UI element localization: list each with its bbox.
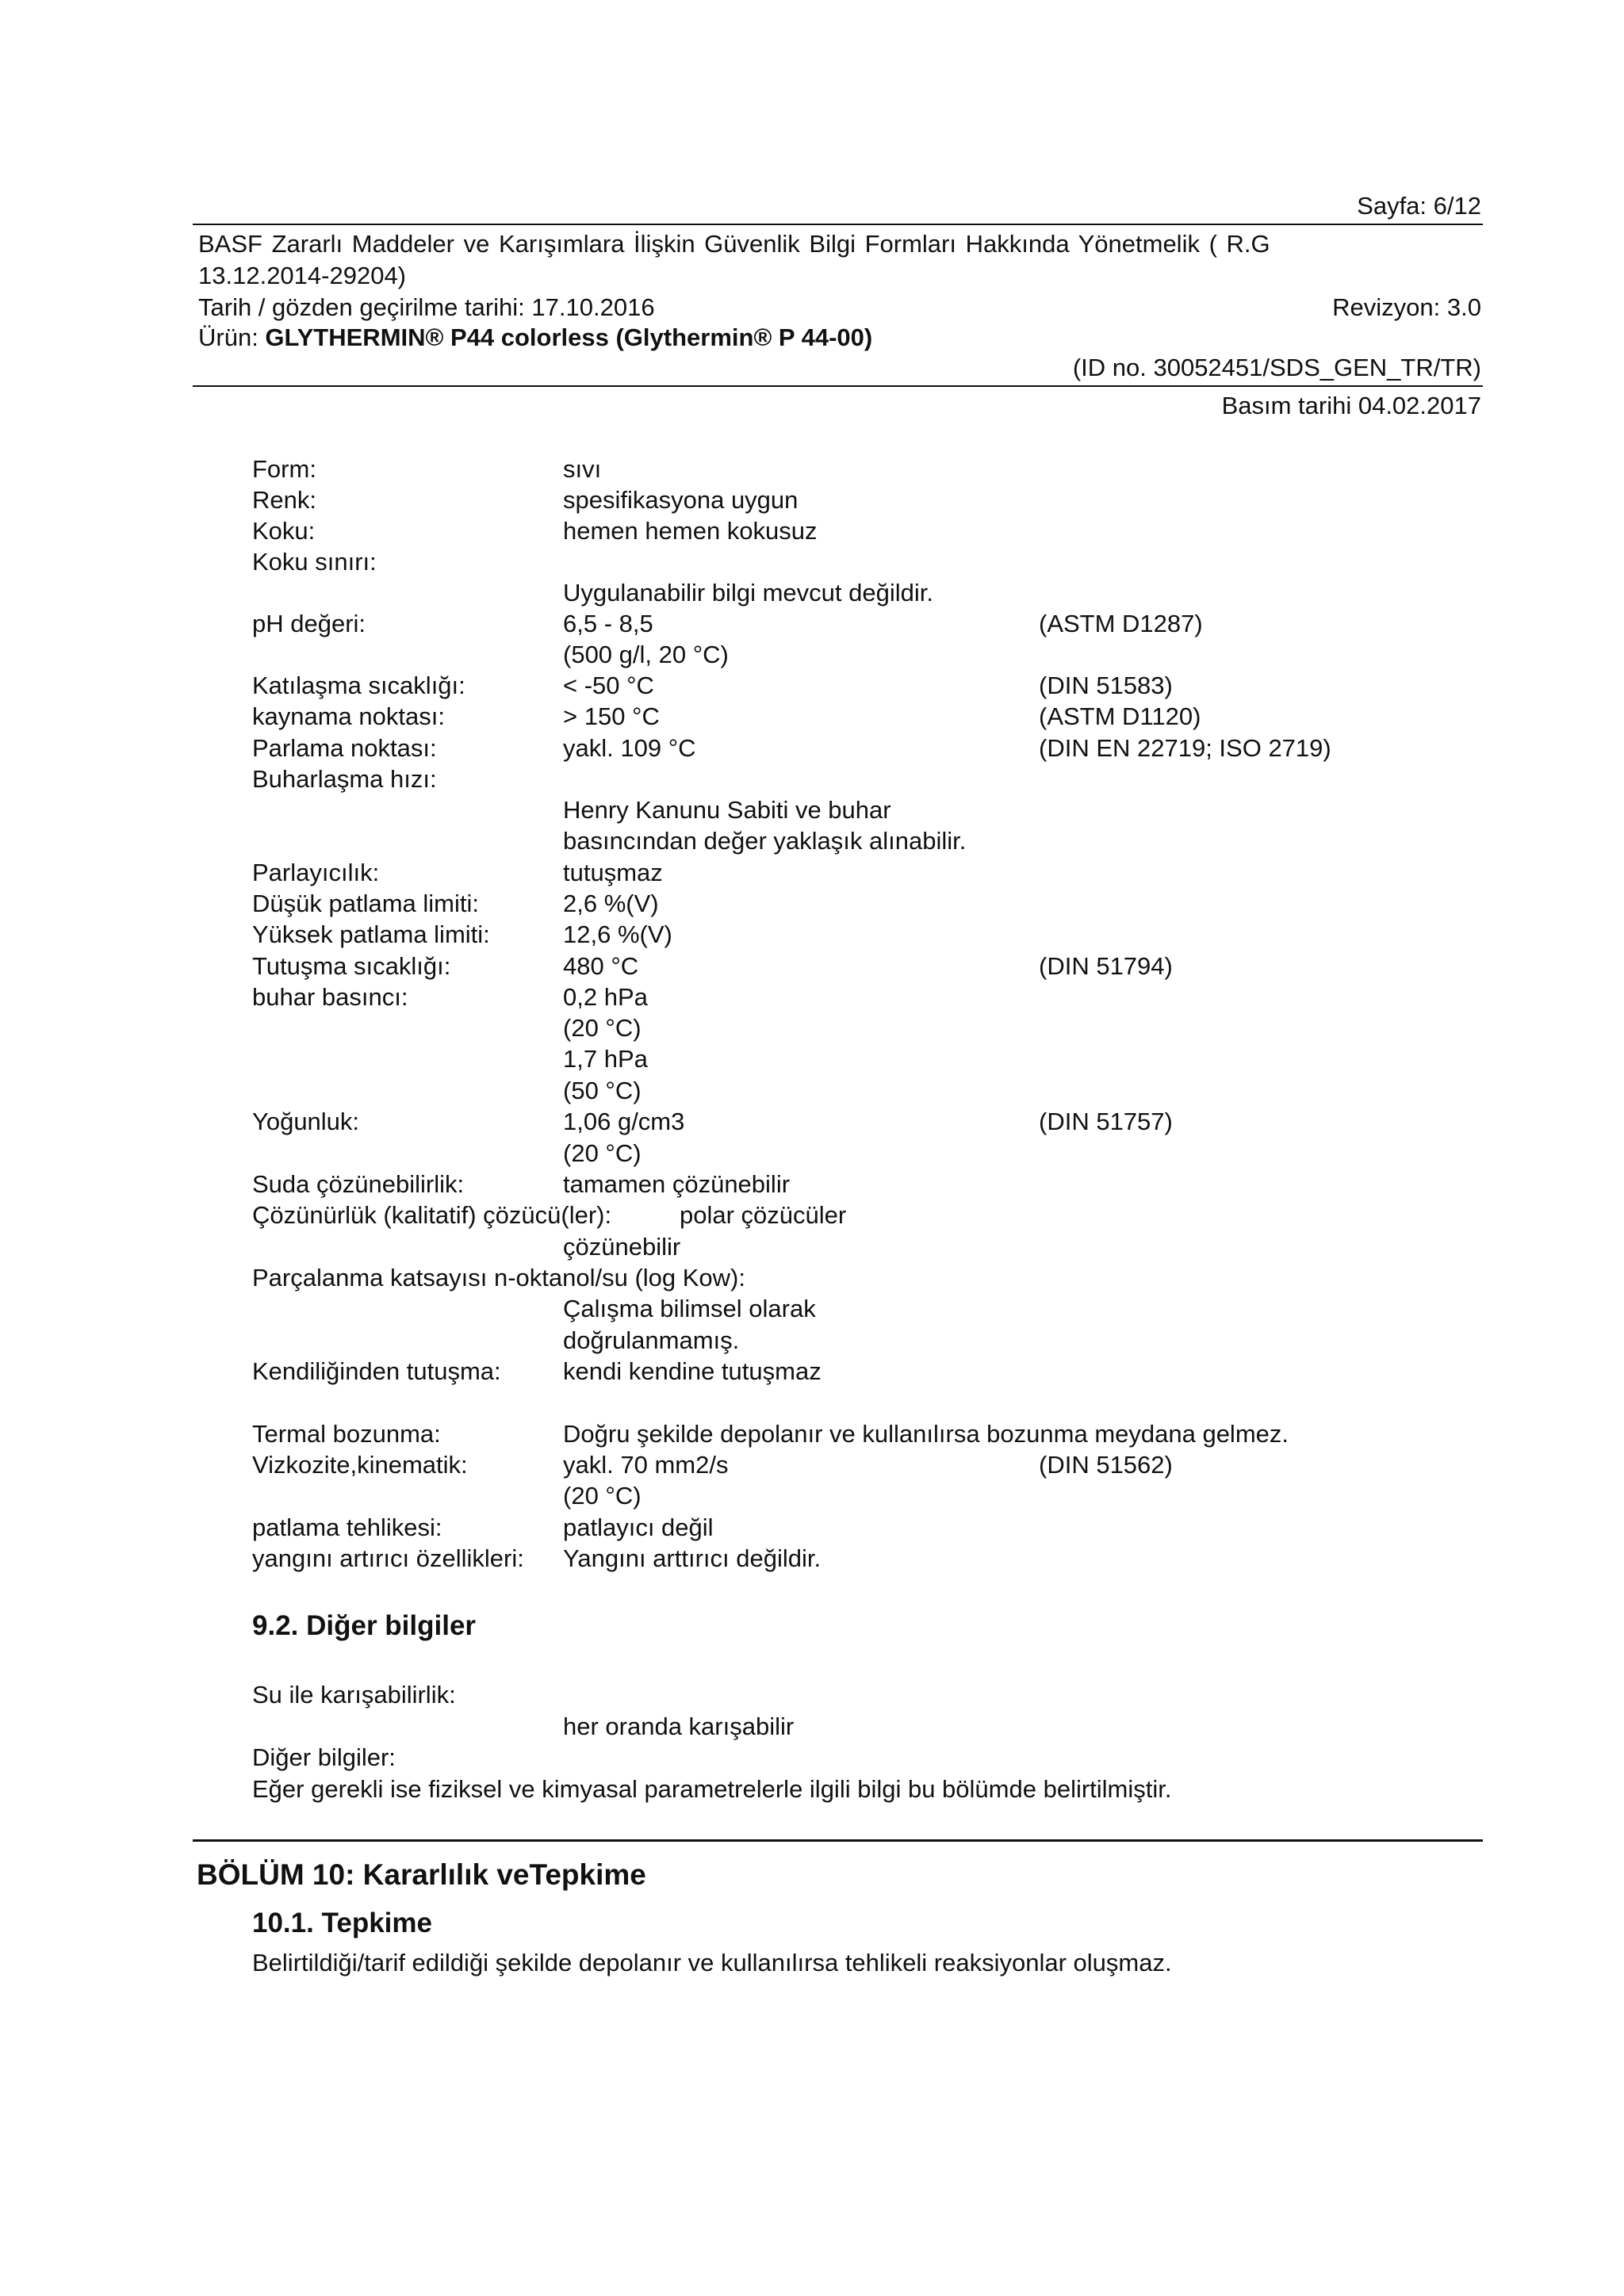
prop-method: (DIN EN 22719; ISO 2719) xyxy=(1039,734,1331,762)
prop-value: her oranda karışabilir xyxy=(563,1712,795,1740)
section-10-1-title: 10.1. Tepkime xyxy=(252,1908,432,1938)
prop-value: 6,5 - 8,5 xyxy=(563,610,653,637)
prop-label: Düşük patlama limiti: xyxy=(252,890,479,917)
id-number: (ID no. 30052451/SDS_GEN_TR/TR) xyxy=(1072,354,1481,381)
prop-value: patlayıcı değil xyxy=(563,1513,714,1541)
prop-value: < -50 °C xyxy=(563,672,654,699)
prop-value: 480 °C xyxy=(563,952,639,980)
prop-method: (DIN 51583) xyxy=(1039,672,1173,699)
prop-label: Termal bozunma: xyxy=(252,1420,441,1448)
prop-label: kaynama noktası: xyxy=(252,702,445,730)
product-name: GLYTHERMIN® P44 colorless (Glythermin® P 44-00) xyxy=(265,323,873,351)
prop-label: Suda çözünebilirlik: xyxy=(252,1170,465,1198)
prop-label: Buharlaşma hızı: xyxy=(252,765,437,793)
prop-label: Parlayıcılık: xyxy=(252,859,380,886)
prop-label: Kendiliğinden tutuşma: xyxy=(252,1357,501,1385)
prop-value: 0,2 hPa xyxy=(563,983,648,1011)
section-10-title: BÖLÜM 10: Kararlılık veTepkime xyxy=(197,1858,646,1891)
prop-label: Koku: xyxy=(252,517,316,545)
regulation-number: 13.12.2014-29204) xyxy=(198,262,407,289)
prop-value: sıvı xyxy=(563,455,602,483)
prop-condition: (50 °C) xyxy=(563,1077,642,1104)
prop-value: doğrulanmamış. xyxy=(563,1326,740,1354)
prop-label: Form: xyxy=(252,455,316,483)
section-rule xyxy=(193,1839,1483,1842)
regulation-title: BASF Zararlı Maddeler ve Karışımlara İlişkin Güvenlik Bilgi Formları Hakkında Yönetmelik ( R.G xyxy=(198,230,1270,258)
prop-label: yangını artırıcı özellikleri: xyxy=(252,1544,524,1572)
prop-value: tutuşmaz xyxy=(563,859,663,886)
prop-label: buhar basıncı: xyxy=(252,983,408,1011)
prop-condition: (20 °C) xyxy=(563,1014,642,1042)
product-line xyxy=(198,323,872,352)
prop-value: spesifikasyona uygun xyxy=(563,486,799,514)
prop-condition: (20 °C) xyxy=(563,1482,642,1510)
prop-value: 1,06 g/cm3 xyxy=(563,1108,685,1135)
prop-value: hemen hemen kokusuz xyxy=(563,517,818,545)
section-10-1-text: Belirtildiği/tarif edildiği şekilde depolanır ve kullanılırsa tehlikeli reaksiyonlar oluşmaz. xyxy=(252,1949,1172,1976)
prop-label: Yoğunluk: xyxy=(252,1108,360,1135)
prop-label: pH değeri: xyxy=(252,610,366,637)
prop-label: Koku sınırı: xyxy=(252,548,377,576)
prop-method: (DIN 51562) xyxy=(1039,1451,1173,1479)
prop-value: Yangını arttırıcı değildir. xyxy=(563,1544,822,1572)
prop-label: Parlama noktası: xyxy=(252,734,437,762)
prop-label: Diğer bilgiler: xyxy=(252,1743,396,1771)
header-rule-bottom xyxy=(193,385,1483,387)
prop-value: yakl. 70 mm2/s xyxy=(563,1451,729,1479)
page-number: Sayfa: 6/12 xyxy=(1357,192,1481,220)
prop-condition: (500 g/l, 20 °C) xyxy=(563,641,729,668)
prop-condition: (20 °C) xyxy=(563,1139,642,1167)
prop-value: 12,6 %(V) xyxy=(563,920,672,948)
prop-value: Uygulanabilir bilgi mevcut değildir. xyxy=(563,579,933,607)
section-9-2-title: 9.2. Diğer bilgiler xyxy=(252,1610,477,1641)
prop-value: Eğer gerekli ise fiziksel ve kimyasal parametrelerle ilgili bilgi bu bölümde belirtilmiştir. xyxy=(252,1775,1172,1803)
header-rule-top xyxy=(193,224,1483,225)
revision-date: Tarih / gözden geçirilme tarihi: 17.10.2016 xyxy=(198,293,655,321)
prop-value: basıncından değer yaklaşık alınabilir. xyxy=(563,827,967,855)
prop-value: tamamen çözünebilir xyxy=(563,1170,791,1198)
prop-label: Vizkozite,kinematik: xyxy=(252,1451,468,1479)
prop-method: (DIN 51794) xyxy=(1039,952,1173,980)
revision-number: Revizyon: 3.0 xyxy=(1332,293,1481,321)
prop-value: Çalışma bilimsel olarak xyxy=(563,1295,816,1322)
prop-label: patlama tehlikesi: xyxy=(252,1513,442,1541)
prop-value: yakl. 109 °C xyxy=(563,734,696,762)
prop-value: 2,6 %(V) xyxy=(563,890,659,917)
prop-label: Su ile karışabilirlik: xyxy=(252,1681,456,1709)
prop-value: Doğru şekilde depolanır ve kullanılırsa bozunma meydana gelmez. xyxy=(563,1420,1289,1448)
prop-value: polar çözücüler xyxy=(680,1201,847,1229)
prop-label: Çözünürlük (kalitatif) çözücü(ler): xyxy=(252,1201,612,1229)
prop-label: Tutuşma sıcaklığı: xyxy=(252,952,451,980)
prop-value: çözünebilir xyxy=(563,1233,681,1261)
prop-label: Parçalanma katsayısı n-oktanol/su (log Kow): xyxy=(252,1264,745,1292)
prop-method: (ASTM D1120) xyxy=(1039,702,1201,730)
prop-label: Renk: xyxy=(252,486,316,514)
print-date: Basım tarihi 04.02.2017 xyxy=(1221,392,1481,419)
prop-label: Katılaşma sıcaklığı: xyxy=(252,672,465,699)
product-label: Ürün: xyxy=(198,323,266,351)
prop-method: (DIN 51757) xyxy=(1039,1108,1173,1135)
prop-value: 1,7 hPa xyxy=(563,1045,648,1073)
prop-value: kendi kendine tutuşmaz xyxy=(563,1357,822,1385)
prop-value: > 150 °C xyxy=(563,702,660,730)
prop-label: Yüksek patlama limiti: xyxy=(252,920,490,948)
prop-method: (ASTM D1287) xyxy=(1039,610,1203,637)
prop-value: Henry Kanunu Sabiti ve buhar xyxy=(563,796,891,824)
